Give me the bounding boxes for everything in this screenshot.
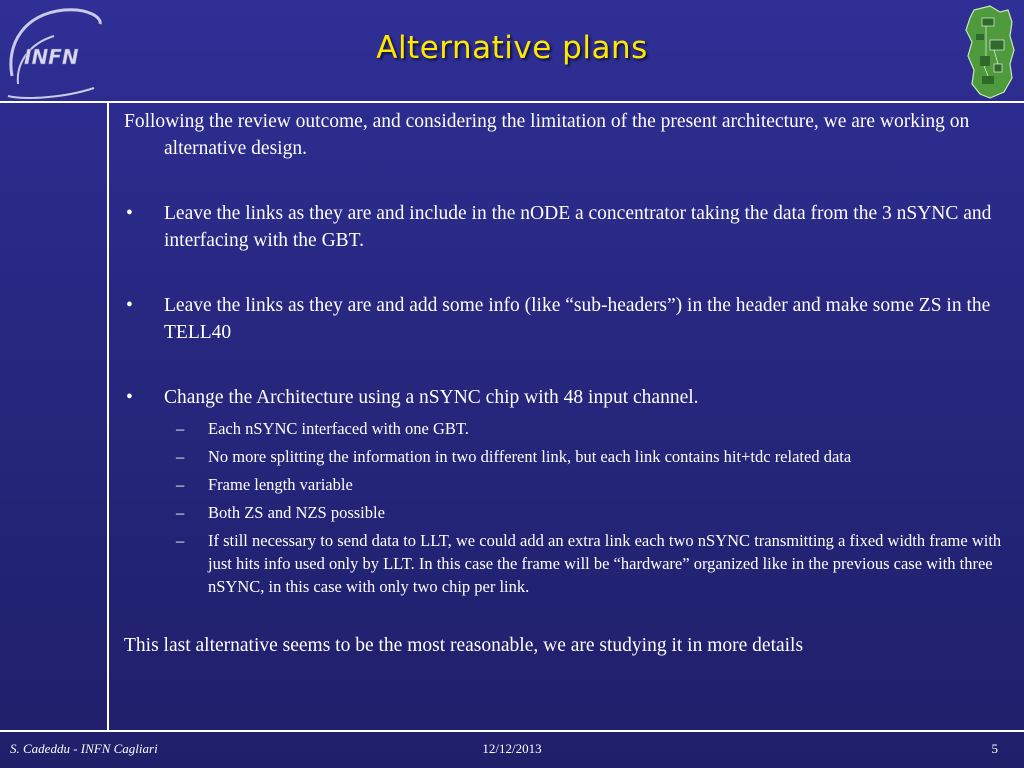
bullet-text: Leave the links as they are and add some info (like “sub-headers”) in the header and make some ZS in the TELL40 [164, 295, 991, 343]
bullet-item [124, 200, 1010, 254]
sub-bullet-text: No more splitting the information in two different link, but each link contains hit+tdc related data [208, 447, 852, 466]
sub-bullet-text: If still necessary to send data to LLT, we could add an extra link each two nSYNC transmitting a fixed width frame with just hits info used only by LLT. In this case the frame will be “hardware” organized like in the previous case with three nSYNC, in this case with only two chip per link. [208, 531, 1002, 596]
sub-bullet-mark: – [176, 475, 185, 494]
infn-logo-text: INFN [24, 45, 79, 69]
conclusion-paragraph: This last alternative seems to be the most reasonable, we are studying it in more details [124, 635, 804, 656]
sub-bullet-text: Each nSYNC interfaced with one GBT. [208, 419, 469, 438]
sub-bullet-item [124, 473, 1010, 496]
top-divider [0, 101, 1024, 103]
footer-author: S. Cadeddu - INFN Cagliari [10, 741, 158, 756]
page-number: 5 [991, 741, 998, 756]
bullet-item [124, 292, 1010, 346]
slide-body [124, 108, 1010, 659]
sub-bullet-mark: – [176, 419, 185, 438]
sub-bullet-item [124, 529, 1010, 598]
bullet-item [124, 384, 1010, 411]
bullet-text: Change the Architecture using a nSYNC chip with 48 input channel. [164, 387, 699, 408]
sub-bullet-mark: – [176, 503, 185, 522]
sub-bullet-item [124, 417, 1010, 440]
sub-bullet-mark: – [176, 531, 185, 550]
bullet-mark: • [126, 203, 133, 224]
bullet-text: Leave the links as they are and include in the nODE a concentrator taking the data from the 3 nSYNC and interfacing with the GBT. [164, 203, 992, 251]
footer-date: 12/12/2013 [482, 741, 542, 756]
left-divider [107, 101, 109, 731]
sub-bullet-text: Both ZS and NZS possible [208, 503, 385, 522]
sub-bullet-item [124, 501, 1010, 524]
sub-bullet-item [124, 445, 1010, 468]
slide-title: Alternative plans [376, 30, 648, 66]
sub-bullet-mark: – [176, 447, 185, 466]
bullet-mark: • [126, 387, 133, 408]
bullet-mark: • [126, 295, 133, 316]
sardinia-map-icon [960, 4, 1016, 100]
sub-bullet-text: Frame length variable [208, 475, 353, 494]
bottom-divider [0, 730, 1024, 732]
intro-paragraph: Following the review outcome, and considering the limitation of the present architecture, we are working on alternative design. [124, 111, 970, 159]
sub-bullet-list [124, 417, 1010, 598]
